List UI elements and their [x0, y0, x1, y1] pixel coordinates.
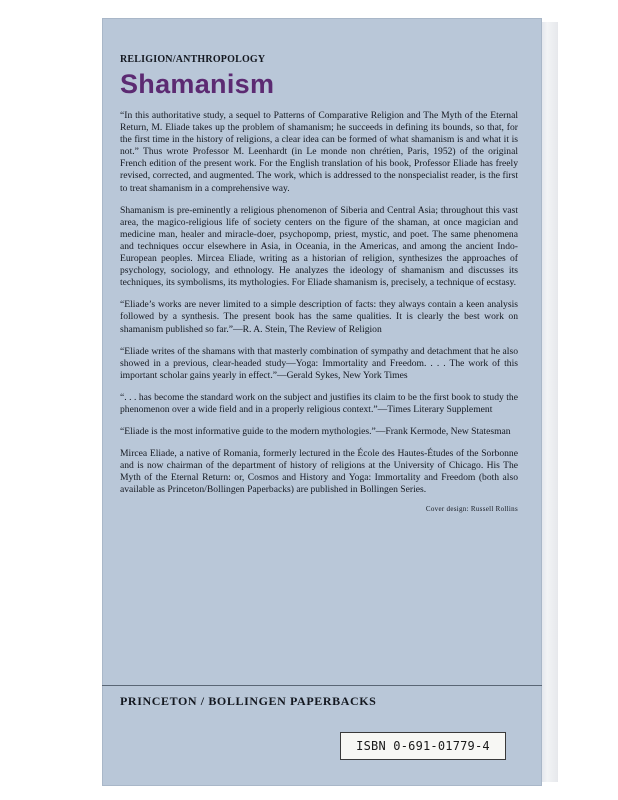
review-quote-sykes: “Eliade writes of the shamans with that masterly combination of sympathy and detachment that he also showed in a previous, clear-headed study—Yoga: Immortality and Freedom. . . . The work of this important scholar gains yearly in effect.”—Gerald Sykes, New York Times: [120, 345, 518, 381]
cover-design-credit: Cover design: Russell Rollins: [425, 504, 518, 513]
author-bio: Mircea Eliade, a native of Romania, formerly lectured in the École des Hautes-Études of the Sorbonne and is now chairman of the department of history of religions at the University of Chicago. His The Myth of the Eternal Return: or, Cosmos and History and Yoga: Immortality and Freedom (both also available as Princeton/Bollingen Paperbacks) are published in Bollingen Series.: [120, 448, 518, 496]
review-quote-stein: “Eliade’s works are never limited to a simple description of facts: they always contain a keen analysis followed by a synthesis. The present book has the same qualities. It is clearly the best work on shamanism published so far.”—R. A. Stein, The Review of Religion: [120, 299, 518, 335]
book-spine-edge: [540, 22, 558, 782]
publisher-imprint: PRINCETON / BOLLINGEN PAPERBACKS: [120, 694, 377, 708]
description-paragraph-2: Shamanism is pre-eminently a religious phenomenon of Siberia and Central Asia; throughout this vast area, the magico-religious life of society centers on the figure of the shaman, at once magician and medicine man, healer and miracle-doer, psychopomp, priest, mystic, and poet. The same phenomena and techniques occur elsewhere in Asia, in Oceania, in the Americas, and among the ancient Indo-European peoples. Mircea Eliade, writing as a historian of religion, synthesizes the approaches of psychology, sociology, and ethnology. He analyzes the ideology of shamanism and discusses its techniques, its symbolisms, its mythologies. For Eliade shamanism is, precisely, a technique of ecstasy.: [120, 204, 518, 289]
book-title: Shamanism: [120, 69, 275, 99]
review-quote-tls: “. . . has become the standard work on the subject and justifies its claim to be the first book to study the phenomenon over a wide field and in a properly religious context.”—Times Literary Supplement: [120, 391, 518, 415]
description-paragraph-1: “In this authoritative study, a sequel to Patterns of Comparative Religion and The Myth of the Eternal Return, M. Eliade takes up the problem of shamanism; he succeeds in defining its bounds, so that, for the first time in the history of religions, a clear idea can be formed of what shamanism is and what it is not.” Thus wrote Professor M. Leenhardt (in Le monde non chrétien, Paris, 1952) of the original French edition of the present work. For the English translation of his book, Professor Eliade has freely revised, corrected, and augmented. The work, which is addressed to the nonspecialist reader, is the first to treat shamanism in a comprehensive way.: [120, 110, 518, 194]
review-quote-kermode: “Eliade is the most informative guide to the modern mythologies.”—Frank Kermode, New Statesman: [120, 426, 511, 438]
isbn-sticker: [340, 732, 506, 760]
isbn-number: ISBN 0-691-01779-4: [356, 739, 490, 753]
category-label: RELIGION/ANTHROPOLOGY: [120, 54, 266, 65]
back-cover: [102, 18, 542, 786]
divider-line: [102, 685, 542, 686]
cover-content: [120, 54, 518, 513]
